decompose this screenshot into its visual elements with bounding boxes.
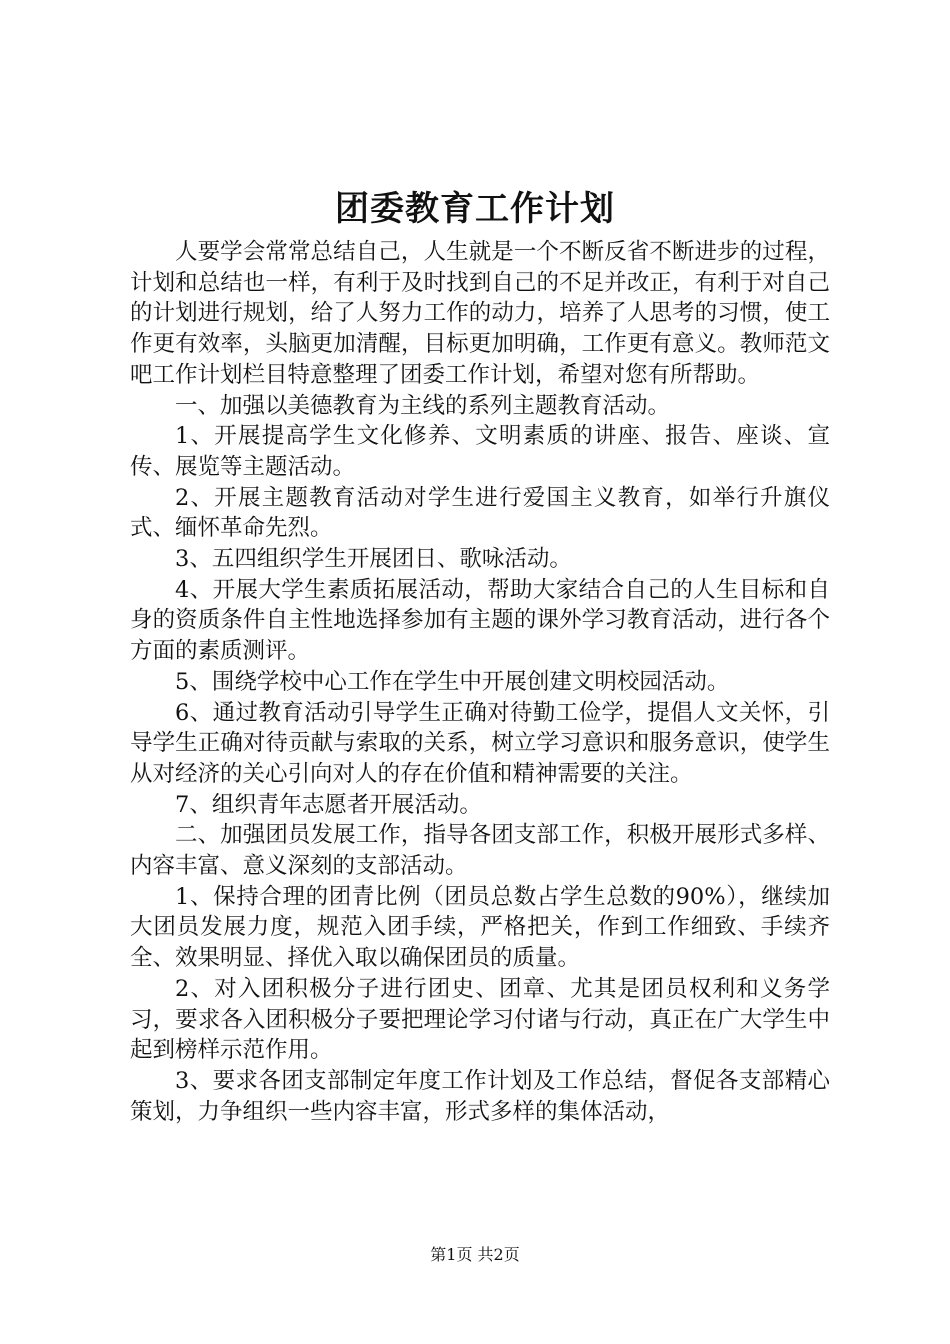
list-item: 6、通过教育活动引导学生正确对待勤工俭学，提倡人文关怀，引导学生正确对待贡献与索取的关系，树立学习意识和服务意识，使学生从对经济的关心引向对人的存在价值和精神需要的关注。 (130, 699, 830, 787)
list-item: 1、开展提高学生文化修养、文明素质的讲座、报告、座谈、宣传、展览等主题活动。 (130, 423, 830, 480)
document-title: 团委教育工作计划 (335, 189, 615, 229)
document-body (130, 237, 830, 1127)
section-heading-1: 一、加强以美德教育为主线的系列主题教育活动。 (175, 392, 671, 419)
list-item: 3、要求各团支部制定年度工作计划及工作总结，督促各支部精心策划，力争组织一些内容丰富，形式多样的集体活动， (130, 1067, 830, 1125)
page-footer: 第1页 共2页 (430, 1245, 520, 1264)
section-heading-2: 二、加强团员发展工作，指导各团支部工作，积极开展形式多样、内容丰富、意义深刻的支部活动。 (130, 822, 830, 880)
list-item: 2、对入团积极分子进行团史、团章、尤其是团员权利和义务学习，要求各入团积极分子要把理论学习付诸与行动，真正在广大学生中起到榜样示范作用。 (130, 975, 830, 1064)
paragraph-intro: 人要学会常常总结自己，人生就是一个不断反省不断进步的过程，计划和总结也一样，有利于及时找到自己的不足并改正，有利于对自己的计划进行规划，给了人努力工作的动力，培养了人思考的习惯，使工作更有效率，头脑更加清醒，目标更加明确，工作更有意义。教师范文吧工作计划栏目特意整理了团委工作计划，希望对您有所帮助。 (130, 239, 830, 388)
list-item: 4、开展大学生素质拓展活动，帮助大家结合自己的人生目标和自身的资质条件自主性地选择参加有主题的课外学习教育活动，进行各个方面的素质测评。 (130, 576, 830, 665)
list-item: 3、五四组织学生开展团日、歌咏活动。 (175, 546, 572, 573)
list-item: 7、组织青年志愿者开展活动。 (175, 791, 482, 818)
list-item: 1、保持合理的团青比例（团员总数占学生总数的90%），继续加大团员发展力度，规范入团手续，严格把关，作到工作细致、手续齐全、效果明显、择优入取以确保团员的质量。 (130, 883, 830, 972)
list-item: 2、开展主题教育活动对学生进行爱国主义教育，如举行升旗仪式、缅怀革命先烈。 (130, 484, 830, 542)
list-item: 5、围绕学校中心工作在学生中开展创建文明校园活动。 (175, 668, 730, 695)
